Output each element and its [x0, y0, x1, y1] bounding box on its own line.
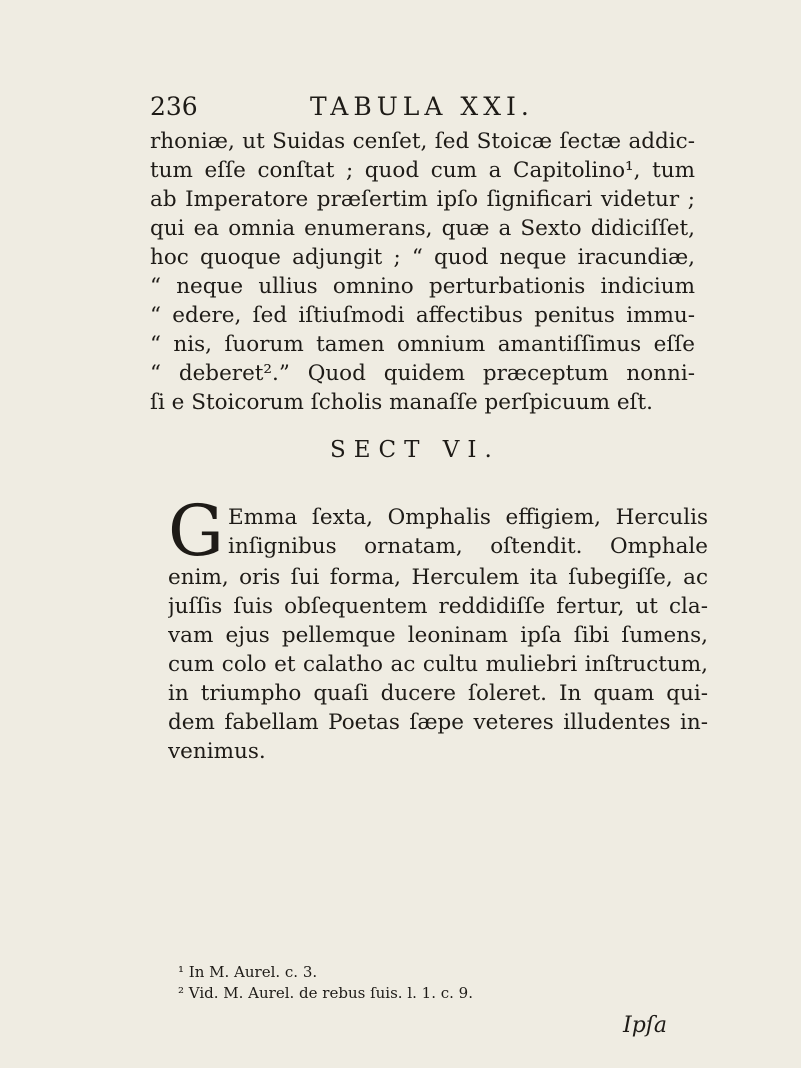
text-line: vam ejus pellemque leoninam ipſa ſibi ſumens, [168, 623, 708, 648]
text-line: in triumpho quaſi ducere ſoleret. In quam qui- [168, 681, 708, 706]
section-heading: SECT VI. [330, 437, 500, 463]
text-line: “ edere, ſed iſtiuſmodi affectibus penitus immu- [150, 303, 695, 328]
section-first-lines [228, 503, 708, 561]
text-line: qui ea omnia enumerans, quæ a Sexto didiciſſet, [150, 216, 695, 241]
text-line: hoc quoque adjungit ; “ quod neque iracundiæ, [150, 245, 695, 270]
text-line: tum eſſe conſtat ; quod cum a Capitolino¹, tum [150, 158, 695, 183]
text-line: ab Imperatore præſertim ipſo ſignificari videtur ; [150, 187, 695, 212]
text-line: “ neque ullius omnino perturbationis indicium [150, 274, 695, 299]
page-header [150, 92, 690, 128]
drop-cap: G [168, 490, 224, 572]
running-title: TABULA XXI. [310, 92, 534, 121]
text-line: inſignibus ornatam, oſtendit. Omphale [228, 534, 708, 559]
footnotes [178, 962, 678, 1004]
footnote: ² Vid. M. Aurel. de rebus ſuis. l. 1. c. 9. [178, 984, 473, 1002]
catchword: Ipſa [623, 1013, 668, 1038]
text-line: rhoniæ, ut Suidas cenſet, ſed Stoicæ ſectæ addic- [150, 129, 695, 154]
text-line: venimus. [168, 739, 266, 764]
paragraph-top [150, 127, 695, 417]
text-line: ſi e Stoicorum ſcholis manaſſe perſpicuum eſt. [150, 390, 653, 415]
text-line: cum colo et calatho ac cultu muliebri inſtructum, [168, 652, 708, 677]
section-paragraph [168, 563, 708, 766]
footnote: ¹ In M. Aurel. c. 3. [178, 963, 318, 981]
text-line: juſſis ſuis obſequentem reddidiſſe fertur, ut cla- [168, 594, 708, 619]
text-line: “ deberet².” Quod quidem præceptum nonni- [150, 361, 695, 386]
text-line: Emma ſexta, Omphalis effigiem, Herculis [228, 505, 708, 530]
text-line: “ nis, ſuorum tamen omnium amantiſſimus eſſe [150, 332, 695, 357]
page-number: 236 [150, 92, 198, 121]
text-line: dem fabellam Poetas ſæpe veteres illudentes in- [168, 710, 708, 735]
text-line: enim, oris ſui forma, Herculem ita ſubegiſſe, ac [168, 565, 708, 590]
